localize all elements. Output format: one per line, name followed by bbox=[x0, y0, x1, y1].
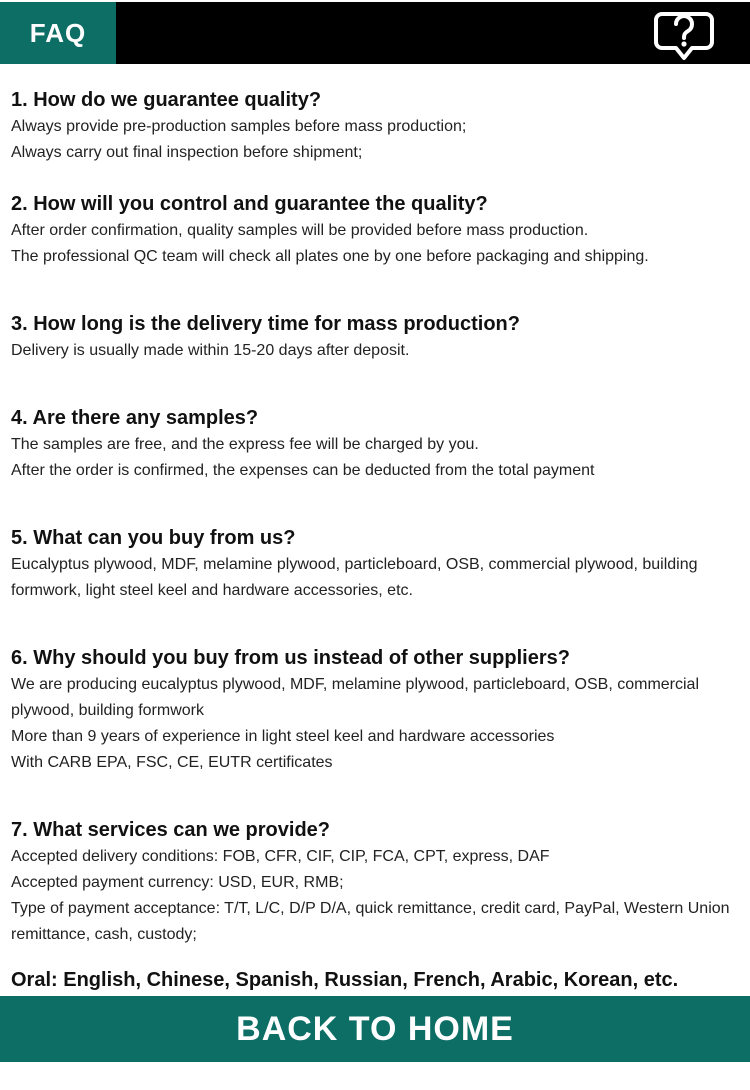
faq-answer-line: The professional QC team will check all plates one by one before packaging and shipping. bbox=[11, 248, 649, 265]
faq-answer-line: With CARB EPA, FSC, CE, EUTR certificates bbox=[11, 754, 333, 771]
faq-answer-line: Accepted payment currency: USD, EUR, RMB; bbox=[11, 874, 344, 891]
faq-question: 2. How will you control and guarantee the quality? bbox=[11, 193, 488, 215]
faq-item-1 bbox=[11, 86, 743, 166]
faq-answer-line: Always provide pre-production samples before mass production; bbox=[11, 118, 467, 135]
faq-answer-line: Accepted delivery conditions: FOB, CFR, CIF, CIP, FCA, CPT, express, DAF bbox=[11, 848, 550, 865]
faq-item-4 bbox=[11, 404, 743, 484]
back-to-home-button[interactable]: BACK TO HOME bbox=[0, 996, 750, 1062]
faq-item-3 bbox=[11, 310, 743, 364]
faq-question: 7. What services can we provide? bbox=[11, 819, 331, 841]
chat-question-icon bbox=[652, 6, 716, 64]
faq-question: 4. Are there any samples? bbox=[11, 407, 259, 429]
faq-content bbox=[11, 86, 743, 994]
faq-answer-line: Eucalyptus plywood, MDF, melamine plywood, particleboard, OSB, commercial plywood, building formwork, light steel keel and hardware accessories, etc. bbox=[11, 556, 698, 599]
faq-item-5 bbox=[11, 524, 743, 604]
faq-answer-line: The samples are free, and the express fee will be charged by you. bbox=[11, 436, 479, 453]
faq-item-7 bbox=[11, 816, 743, 948]
faq-tab: FAQ bbox=[0, 2, 116, 64]
faq-answer-line: Delivery is usually made within 15-20 days after deposit. bbox=[11, 342, 410, 359]
faq-item-2 bbox=[11, 190, 743, 270]
faq-question: 5. What can you buy from us? bbox=[11, 527, 296, 549]
faq-answer-line: More than 9 years of experience in light steel keel and hardware accessories bbox=[11, 728, 555, 745]
faq-question: 3. How long is the delivery time for mass production? bbox=[11, 313, 520, 335]
faq-question: 1. How do we guarantee quality? bbox=[11, 89, 322, 111]
page-header bbox=[0, 2, 750, 64]
faq-answer-line: Always carry out final inspection before shipment; bbox=[11, 144, 363, 161]
faq-question: 6. Why should you buy from us instead of other suppliers? bbox=[11, 647, 570, 669]
faq-answer-line: We are producing eucalyptus plywood, MDF, melamine plywood, particleboard, OSB, commercial plywood, building formwork bbox=[11, 676, 700, 719]
faq-answer-line: After order confirmation, quality samples will be provided before mass production. bbox=[11, 222, 589, 239]
faq-answer-line: After the order is confirmed, the expenses can be deducted from the total payment bbox=[11, 462, 595, 479]
faq-answer-line: Type of payment acceptance: T/T, L/C, D/P D/A, quick remittance, credit card, PayPal, Western Union remittance, cash, custody; bbox=[11, 900, 730, 943]
faq-item-6 bbox=[11, 644, 743, 776]
oral-languages: Oral: English, Chinese, Spanish, Russian, French, Arabic, Korean, etc. bbox=[11, 969, 679, 991]
